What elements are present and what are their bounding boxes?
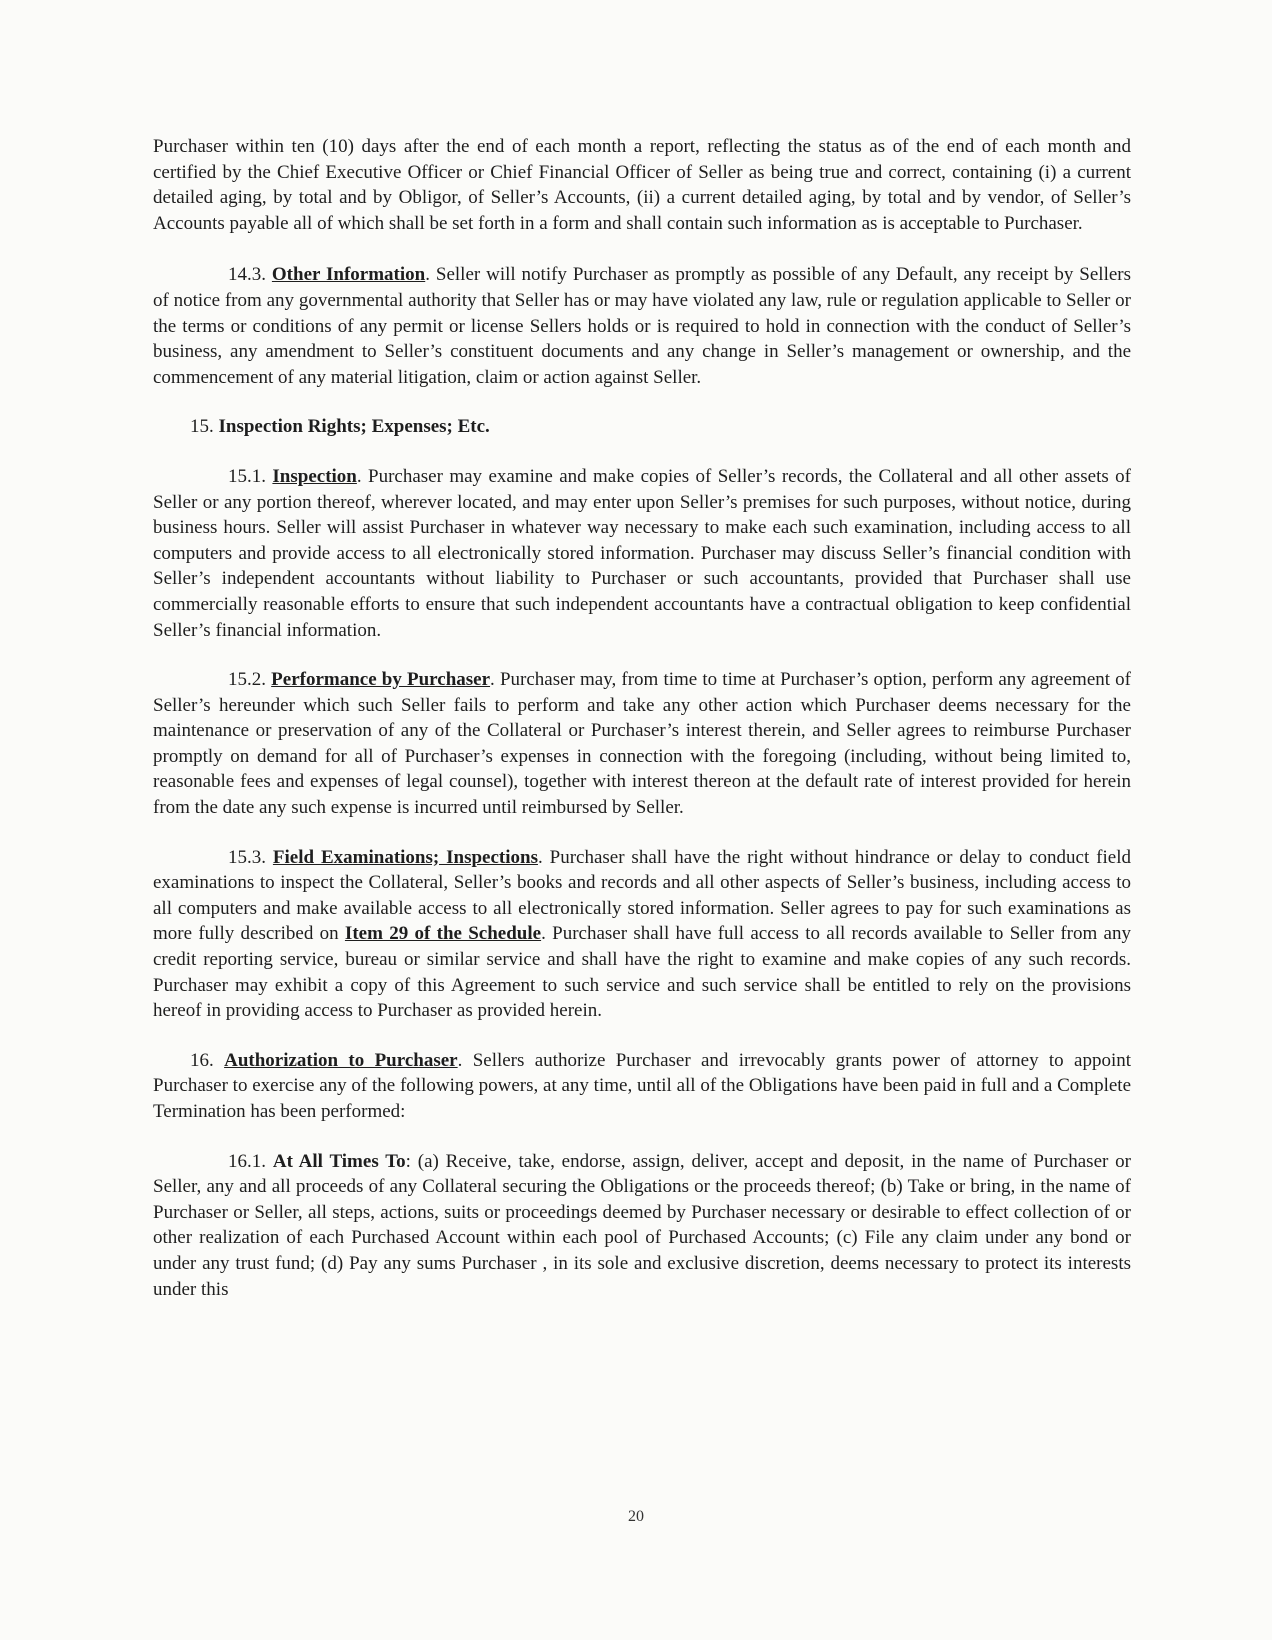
section-title: Field Examinations; Inspections: [272, 846, 538, 868]
page-number: 20: [628, 1508, 644, 1525]
section-text: . Seller will notify Purchaser as promptly as possible of any Default, any receipt by Sellers of notice from any governmental authority that Seller has or may have violated any law, rule or regulation applicable to Seller or the terms or conditions of any permit or license Sellers holds or is required to hold in connection with the conduct of Seller’s business, any amendment to Seller’s constituent documents and any change in Seller’s management or ownership, and the commencement of any material litigation, claim or action against Seller.: [153, 264, 1132, 388]
section-title: Authorization to Purchaser: [224, 1049, 458, 1071]
section-title: Other Information: [271, 264, 426, 286]
section-number: 16.: [190, 1049, 214, 1071]
section-title: Inspection: [272, 465, 357, 487]
section-title: Performance by Purchaser: [271, 669, 491, 691]
section-title: Inspection Rights; Expenses; Etc.: [218, 416, 490, 438]
section-15-heading: [153, 414, 1131, 440]
section-title: At All Times To: [272, 1150, 406, 1172]
section-number: 15.1.: [228, 465, 266, 487]
section-15-1: [153, 464, 1131, 643]
section-15-2: [153, 667, 1131, 821]
section-text: . Purchaser may examine and make copies of Seller’s records, the Collateral and all other assets of Seller or any portion thereof, wherever located, and may enter upon Seller’s premises for such purposes, without notice, during business hours. Seller will assist Purchaser in whatever way necessary to make each such examination, including access to all computers and provide access to all electronically stored information. Purchaser may discuss Seller’s financial condition with Seller’s independent accountants without liability to Purchaser or such accountants, provided that Purchaser shall use commercially reasonable efforts to ensure that such independent accountants have a contractual obligation to keep confidential Seller’s financial information.: [153, 465, 1131, 641]
section-16-1: [153, 1149, 1131, 1303]
document-body: [153, 134, 1131, 1302]
section-number: 15.2.: [228, 669, 266, 691]
section-text: . Purchaser shall have the right without hindrance or delay to conduct field examinations to inspect the Collateral, Seller’s books and records and all other aspects of Seller’s business, including access to all computers and make available access to all electronically stored information. Seller agrees to pay for such examinations as more fully described on: [153, 846, 1131, 945]
section-16: [153, 1048, 1131, 1125]
section-number: 14.3.: [228, 264, 266, 286]
section-text: . Sellers authorize Purchaser and irrevocably grants power of attorney to appoint Purchaser to exercise any of the following powers, at any time, until all of the Obligations have been paid in full and a Complete Termination has been performed:: [153, 1049, 1131, 1122]
section-14-3: [153, 262, 1131, 390]
paragraph-continuation: Purchaser within ten (10) days after the end of each month a report, reflecting the status as of the end of each month and certified by the Chief Executive Officer or Chief Financial Officer of Seller as being true and correct, containing (i) a current detailed aging, by total and by Obligor, of Seller’s Accounts, (ii) a current detailed aging, by total and by vendor, of Seller’s Accounts payable all of which shall be set forth in a form and shall contain such information as is acceptable to Purchaser.: [153, 136, 1131, 234]
section-text: : (a) Receive, take, endorse, assign, deliver, accept and deposit, in the name of Purchaser or Seller, any and all proceeds of any Collateral securing the Obligations or the proceeds thereof; (b) Take or bring, in the name of Purchaser or Seller, all steps, actions, suits or proceedings deemed by Purchaser necessary or desirable to effect collection of or other realization of each Purchased Account within each pool of Purchased Accounts; (c) File any claim under any bond or under any trust fund; (d) Pay any sums Purchaser , in its sole and exclusive discretion, deems necessary to protect its interests under this: [153, 1150, 1131, 1300]
section-number: 15.3.: [228, 846, 266, 868]
section-number: 15.: [190, 416, 214, 438]
section-text: . Purchaser may, from time to time at Purchaser’s option, perform any agreement of Seller’s hereunder which such Seller fails to perform and take any other action which Purchaser deems necessary for the maintenance or preservation of any of the Collateral or Purchaser’s interest therein, and Seller agrees to reimburse Purchaser promptly on demand for all of Purchaser’s expenses in connection with the foregoing (including, without being limited to, reasonable fees and expenses of legal counsel), together with interest thereon at the default rate of interest provided for herein from the date any such expense is incurred until reimbursed by Seller.: [153, 669, 1132, 819]
section-text: . Purchaser shall have full access to all records available to Seller from any credit reporting service, bureau or similar service and shall have the right to examine and make copies of any such records. Purchaser may exhibit a copy of this Agreement to such service and such service shall be entitled to rely on the provisions hereof in providing access to Purchaser as provided herein.: [153, 923, 1131, 1022]
schedule-reference: Item 29 of the Schedule: [344, 923, 542, 945]
section-15-3: [153, 845, 1131, 1024]
section-number: 16.1.: [228, 1150, 266, 1172]
